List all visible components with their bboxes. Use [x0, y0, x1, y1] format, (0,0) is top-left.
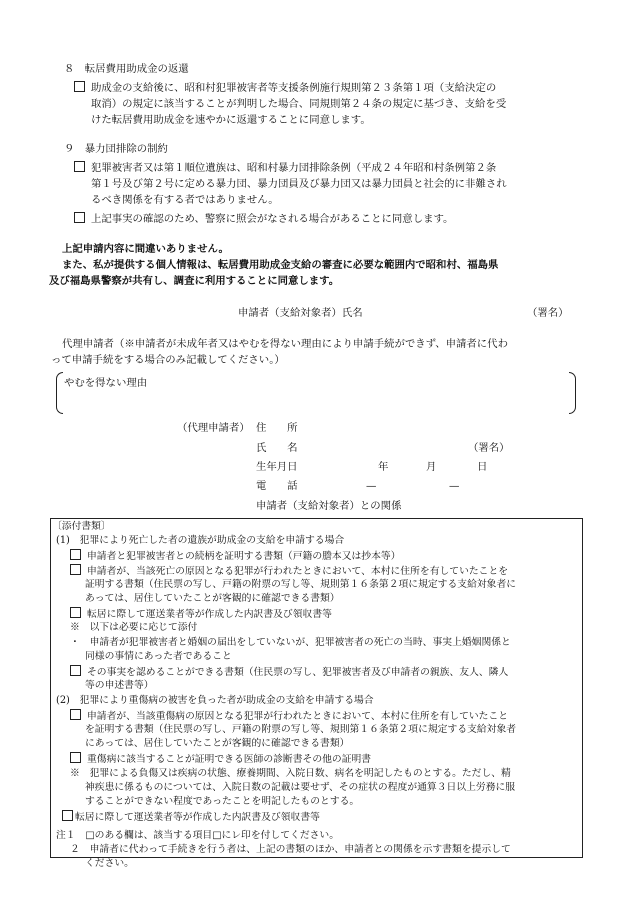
declaration-line: また、私が提供する個人情報は、転居費用助成金支給の審査に必要な範囲内で昭和村、福島県 — [62, 259, 499, 271]
section-9-heading: ９ 暴力団排除の制約 — [64, 143, 168, 155]
proxy-address-label: 住 所 — [256, 422, 298, 434]
phone-dash: — — [449, 480, 460, 492]
proxy-intro: 代理申請者（※申請者が未成年者又はやむを得ない理由により申請手続ができず、申請者に代わ — [62, 338, 508, 350]
applicant-name-label: 申請者（支給対象者）氏名 — [238, 307, 363, 319]
reason-bracket-right — [569, 372, 576, 414]
dob-year: 年 — [378, 461, 389, 473]
section-9-item-1[interactable]: 犯罪被害者又は第１順位遺族は、昭和村暴力団排除条例（平成２４年昭和村条例第２条 — [74, 160, 496, 177]
applicant-signature-label: （署名） — [527, 307, 569, 319]
dob-month: 月 — [426, 461, 437, 473]
section-8-item-line: けた転居費用助成金を速やかに返還することに同意します。 — [91, 114, 371, 126]
declaration-line: 上記申請内容に間違いありません。 — [62, 243, 229, 255]
attachment-item-line: あっては、居住していたことが客観的に確認できる書類） — [85, 593, 340, 604]
checkbox[interactable] — [74, 161, 85, 172]
attachment-item-line: を証明する書類（住民票の写し、戸籍の附票の写し等、規則第１６条第２項に規定する支給対象者 — [85, 724, 517, 735]
checkbox[interactable] — [70, 709, 81, 720]
section-8-item[interactable]: 助成金の支給後に、昭和村犯罪被害者等支援条例施行規則第２３条第１項（支給決定の — [74, 80, 496, 97]
footnote-1: 注１ □のある欄は、該当する項目□にレ印を付してください。 — [56, 830, 340, 841]
reason-bracket-left — [56, 372, 63, 414]
reason-label: やむを得ない理由 — [64, 377, 148, 389]
attachment-item[interactable]: 申請者が、当該重傷病の原因となる犯罪が行われたときにおいて、本村に住所を有していたこと — [70, 709, 508, 724]
attachment-condition-line: 同様の事情にあった者であること — [85, 651, 232, 662]
attachment-item-line: 等の申述書等） — [85, 680, 154, 691]
attachment-item[interactable]: 重傷病に該当することが証明できる医師の診断書その他の証明書 — [70, 752, 371, 767]
proxy-heading: （代理申請者） — [177, 422, 250, 434]
attachment-item[interactable]: その事実を認めることができる書類（住民票の写し、犯罪被害者及び申請者の親族、友人、隣人 — [70, 665, 508, 680]
proxy-relation-label: 申請者（支給対象者）との関係 — [256, 500, 402, 512]
checkbox[interactable] — [70, 549, 81, 560]
checkbox[interactable] — [74, 212, 85, 223]
checkbox[interactable] — [70, 752, 81, 763]
attachment-note: ※ 犯罪による負傷又は疾病の状態、療養期間、入院日数、病名を明記したものとする。ただし、精 — [70, 768, 511, 779]
section-9-item-2[interactable]: 上記事実の確認のため、警察に照会がなされる場合があることに同意します。 — [74, 211, 453, 228]
checkbox[interactable] — [70, 665, 81, 676]
phone-dash: — — [366, 480, 377, 492]
declaration-line: 及び福島県警察が共有し、調査に利用することに同意します。 — [49, 275, 340, 287]
reason-input[interactable] — [70, 392, 560, 410]
attachment-item[interactable]: 申請者と犯罪被害者との続柄を証明する書類（戸籍の謄本又は抄本等） — [70, 549, 401, 564]
section-9-item-line: 第１号及び第２号に定める暴力団、暴力団員及び暴力団又は暴力団員と社会的に非難され — [91, 178, 507, 190]
checkbox[interactable] — [62, 810, 73, 821]
attachment-note-line: することができない程度であったことを明記したものとする。 — [85, 796, 360, 807]
attachments-section-2: (2) 犯罪により重傷病の被害を負った者が助成金の支給を申請する場合 — [56, 695, 374, 706]
attachment-condition: ・ 申請者が犯罪被害者と婚姻の届出をしていないが、犯罪被害者の死亡の当時、事実上婚姻関係と — [70, 637, 511, 648]
attachment-item[interactable]: 転居に際して運送業者等が作成した内訳書及び領収書等 — [70, 607, 332, 622]
proxy-phone-label: 電 話 — [256, 480, 298, 492]
footnote-2-line: ください。 — [85, 858, 134, 869]
section-8-heading: ８ 転居費用助成金の返還 — [64, 63, 189, 75]
attachment-item[interactable]: 申請者が、当該死亡の原因となる犯罪が行われたときにおいて、本村に住所を有していたことを — [70, 564, 508, 579]
proxy-intro: って申請手続をする場合のみ記載してください。） — [51, 354, 285, 366]
attachment-item[interactable]: 転居に際して運送業者等が作成した内訳書及び領収書等 — [62, 810, 320, 825]
attachments-title: 〔添付書類〕 — [52, 521, 111, 532]
proxy-dob-label: 生年月日 — [256, 461, 298, 473]
checkbox[interactable] — [74, 81, 85, 92]
attachments-section-1: (1) 犯罪により死亡した者の遺族が助成金の支給を申請する場合 — [56, 535, 345, 546]
section-9-item-line: るべき関係を有する者ではありません。 — [91, 194, 279, 206]
attachment-note-line: 神疾患に係るものについては、入院日数の記載は要せず、その症状の程度が通算３日以上労務に服 — [85, 782, 516, 793]
attachment-item-line: にあっては、居住していたことが客観的に確認できる書類） — [85, 738, 350, 749]
checkbox[interactable] — [70, 607, 81, 618]
section-8-item-line: 取消）の規定に該当することが判明した場合、同規則第２４条の規定に基づき、支給を受 — [91, 98, 507, 110]
dob-day: 日 — [477, 461, 488, 473]
footnote-2: ２ 申請者に代わって手続きを行う者は、上記の書類のほか、申請者との関係を示す書類を提示して — [70, 844, 511, 855]
proxy-signature-label: （署名） — [468, 442, 510, 454]
proxy-name-label: 氏 名 — [256, 442, 298, 454]
attachment-item-line: 証明する書類（住民票の写し、戸籍の附票の写し等、規則第１６条第２項に規定する支給対象者に — [85, 579, 517, 590]
checkbox[interactable] — [70, 564, 81, 575]
attachment-note: ※ 以下は必要に応じて添付 — [70, 622, 198, 633]
